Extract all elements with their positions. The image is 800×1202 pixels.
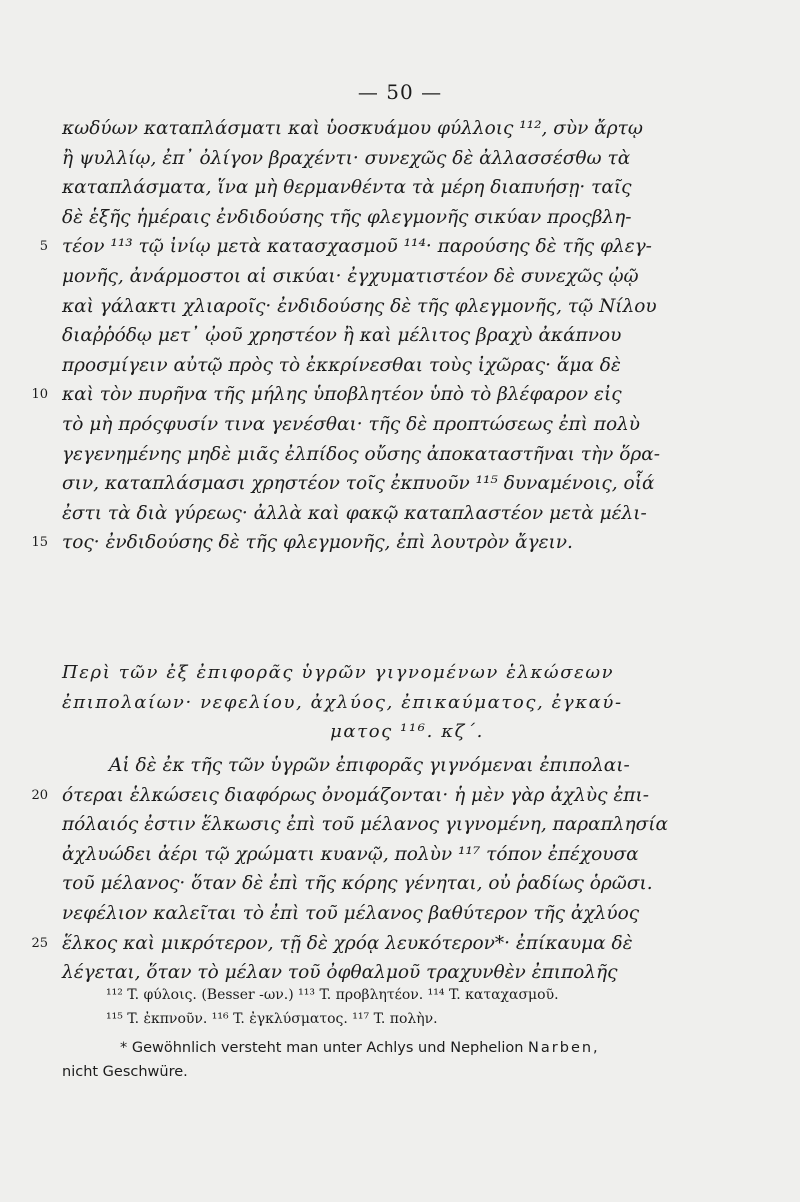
line-number: 5 bbox=[39, 239, 48, 255]
line-text: ἢ ψυλλίῳ, ἐπ᾽ ὀλίγον βραχέντι· συνεχῶς δὲ ἀλλασσέσθω τὰ bbox=[62, 147, 631, 169]
line-text: τὸ μὴ πρόςφυσίν τινα γενέσθαι· τῆς δὲ προπτώσεως ἐπὶ πολὺ bbox=[62, 413, 641, 435]
note-line bbox=[62, 1036, 762, 1060]
line-text: σιν, καταπλάσμασι χρηστέον τοῖς ἐκπυοῦν ¹¹⁵ δυναμένοις, οἷά bbox=[62, 473, 655, 495]
text-line bbox=[62, 410, 752, 440]
text-line bbox=[62, 840, 752, 870]
text-line bbox=[62, 810, 752, 840]
text-line bbox=[39, 232, 752, 262]
heading-line: Περὶ τῶν ἐξ ἐπιφορᾶς ὑγρῶν γιγνομένων ἑλκώσεων bbox=[62, 662, 615, 683]
text-line bbox=[62, 262, 752, 292]
line-text: πόλαιός ἐστιν ἕλκωσις ἐπὶ τοῦ μέλανος γιγνομένη, παραπλησία bbox=[62, 814, 668, 836]
line-number: 25 bbox=[31, 935, 48, 951]
text-line bbox=[62, 203, 752, 233]
line-text: νεφέλιον καλεῖται τὸ ἐπὶ τοῦ μέλανος βαθύτερον τῆς ἀχλύος bbox=[62, 902, 640, 924]
line-text: ότεραι ἑλκώσεις διαφόρως ὀνομάζονται· ἡ μὲν γὰρ ἀχλὺς ἐπι- bbox=[62, 784, 649, 806]
text-line bbox=[31, 380, 752, 410]
line-text: διαῤῥόδῳ μετ᾽ ᾠοῦ χρηστέον ἢ καὶ μέλιτος βραχὺ ἀκάπνου bbox=[62, 325, 622, 347]
text-line bbox=[62, 899, 752, 929]
text-line bbox=[62, 751, 752, 781]
text-line bbox=[31, 929, 752, 959]
text-line bbox=[62, 321, 752, 351]
line-text: ἕλκος καὶ μικρότερον, τῇ δὲ χρόᾳ λευκότερον*· ἐπίκαυμα δὲ bbox=[62, 932, 633, 954]
section-paragraph bbox=[31, 751, 752, 988]
line-text: τέον ¹¹³ τῷ ἰνίῳ μετὰ κατασχασμοῦ ¹¹⁴· παρούσης δὲ τῆς φλεγ- bbox=[62, 236, 652, 258]
line-text: γεγενημένης μηδὲ μιᾶς ἐλπίδος οὔσης ἀποκαταστῆναι τὴν ὅρα- bbox=[62, 443, 660, 465]
line-text: καταπλάσματα, ἵνα μὴ θερμανθέντα τὰ μέρη διαπυήσῃ· ταῖς bbox=[62, 177, 632, 199]
line-number: 10 bbox=[31, 387, 48, 403]
line-text: καὶ τὸν πυρῆνα τῆς μήλης ὑποβλητέον ὑπὸ τὸ βλέφαρον εἰς bbox=[62, 384, 622, 406]
line-text: κωδύων καταπλάσματι καὶ ὑοσκυάμου φύλλοις ¹¹², σὺν ἄρτῳ bbox=[62, 118, 643, 139]
text-line bbox=[31, 781, 752, 811]
line-number: 20 bbox=[31, 787, 48, 803]
page-number: — 50 — bbox=[357, 80, 443, 104]
footnote-line: ¹¹⁵ T. ἐκπνοῦν. ¹¹⁶ T. ἐγκλύσματος. ¹¹⁷ T. πολὴν. bbox=[106, 1011, 438, 1027]
text-line bbox=[62, 869, 752, 899]
note-text: * Gewöhnlich versteht man unter Achlys und Nephelion bbox=[120, 1040, 529, 1056]
line-text: μονῆς, ἀνάρμοστοι αἱ σικύαι· ἐγχυματιστέον δὲ συνεχῶς ᾠῷ bbox=[62, 265, 639, 287]
text-line bbox=[62, 114, 752, 144]
line-number: 15 bbox=[31, 535, 48, 551]
footnote-line: ¹¹² T. φύλοις. (Besser -ων.) ¹¹³ T. προβλητέον. ¹¹⁴ T. καταχασμοῦ. bbox=[106, 987, 559, 1003]
text-line bbox=[62, 440, 752, 470]
main-paragraph bbox=[31, 114, 752, 558]
heading-line: ματος ¹¹⁶. κζ΄. bbox=[330, 721, 484, 743]
section-heading bbox=[62, 658, 752, 747]
text-line bbox=[62, 351, 752, 381]
line-text: τοῦ μέλανος· ὅταν δὲ ἐπὶ τῆς κόρης γένηται, οὐ ῥαδίως ὁρῶσι. bbox=[62, 873, 653, 895]
editor-note bbox=[62, 1036, 762, 1084]
text-line bbox=[31, 528, 752, 558]
text-line bbox=[62, 469, 752, 499]
line-text: λέγεται, ὅταν τὸ μέλαν τοῦ ὀφθαλμοῦ τραχυνθὲν ἐπιπολῆς bbox=[62, 962, 618, 984]
line-text: δὲ ἑξῆς ἡμέραις ἐνδιδούσης τῆς φλεγμονῆς σικύαν προςβλη- bbox=[62, 206, 632, 228]
heading-line: ἐπιπολαίων· νεφελίου, ἀχλύος, ἐπικαύματος, ἐγκαύ- bbox=[62, 691, 623, 713]
line-text: Αἱ δὲ ἐκ τῆς τῶν ὑγρῶν ἐπιφορᾶς γιγνόμεναι ἐπιπολαι- bbox=[62, 755, 630, 776]
text-line bbox=[62, 499, 752, 529]
footnotes bbox=[62, 983, 762, 1031]
line-text: ἀχλυώδει ἀέρι τῷ χρώματι κυανῷ, πολὺν ¹¹⁷ τόπον ἐπέχουσα bbox=[62, 843, 639, 865]
line-text: τος· ἐνδιδούσης δὲ τῆς φλεγμονῆς, ἐπὶ λουτρὸν ἄγειν. bbox=[62, 532, 573, 554]
text-line bbox=[62, 173, 752, 203]
line-text: προσμίγειν αὐτῷ πρὸς τὸ ἐκκρίνεσθαι τοὺς ἰχῶρας· ἅμα δὲ bbox=[62, 354, 621, 376]
line-text: ἐστι τὰ διὰ γύρεως· ἀλλὰ καὶ φακῷ καταπλαστέον μετὰ μέλι- bbox=[62, 502, 647, 524]
text-line bbox=[62, 144, 752, 174]
note-emphasis: Narben, bbox=[528, 1040, 600, 1056]
line-text: καὶ γάλακτι χλιαροῖς· ἐνδιδούσης δὲ τῆς φλεγμονῆς, τῷ Νίλου bbox=[62, 295, 657, 317]
text-line bbox=[62, 292, 752, 322]
note-line: nicht Geschwüre. bbox=[62, 1064, 188, 1080]
